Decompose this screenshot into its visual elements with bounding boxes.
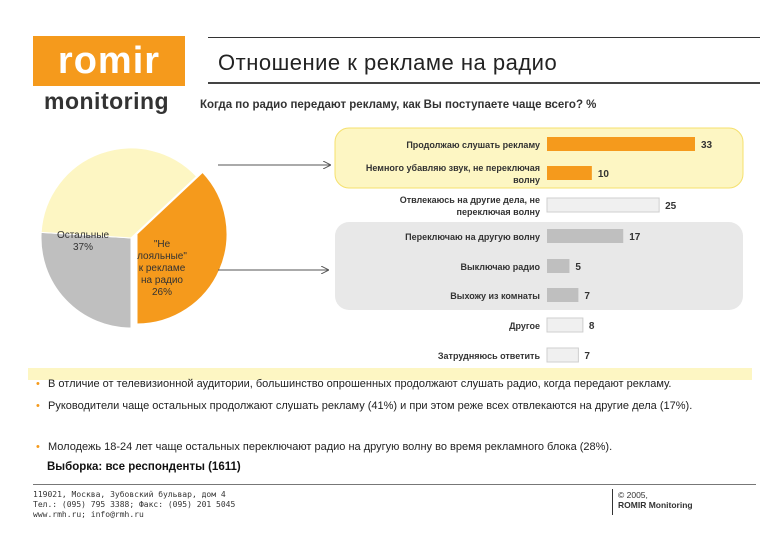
bar-category-label: Выключаю радио xyxy=(460,262,540,272)
bullet-text: В отличие от телевизионной аудитории, большинство опрошенных продолжают слушать радио, когда передают рекламу. xyxy=(48,378,672,390)
bar-category-label: Немного убавляю звук, не переключая волну xyxy=(365,163,540,185)
bullet-marker: • xyxy=(36,378,40,390)
bar-value-label: 17 xyxy=(629,232,641,243)
footer-address-line: 119021, Москва, Зубовский бульвар, дом 4 xyxy=(33,490,226,499)
bullet-marker: • xyxy=(36,400,40,412)
footer-copyright-line: © 2005, xyxy=(618,490,648,500)
bar xyxy=(547,348,578,362)
bullet-text: Руководители чаще остальных продолжают слушать рекламу (41%) и при этом реже всех отвлекаются на другие дела (17%). xyxy=(48,400,693,412)
bar-value-label: 7 xyxy=(584,351,590,362)
bar xyxy=(547,198,659,212)
pie-slice-label: "Не лояльные" к рекламе на радио 26% xyxy=(137,239,187,298)
bar-category-label: Выхожу из комнаты xyxy=(450,291,540,301)
bar xyxy=(547,166,592,180)
bar xyxy=(547,229,623,243)
bar-value-label: 7 xyxy=(584,291,590,302)
bar-category-label: Переключаю на другую волну xyxy=(405,232,540,242)
footer-copyright xyxy=(618,490,693,510)
bar xyxy=(547,288,578,302)
bullet-item xyxy=(36,440,754,454)
bar-category-label: Отвлекаюсь на другие дела, не переключая волну xyxy=(399,195,540,217)
bullet-item xyxy=(36,377,754,391)
bullet-marker: • xyxy=(36,441,40,453)
footer-address-line: www.rmh.ru; info@rmh.ru xyxy=(33,510,144,519)
logo-subtitle: monitoring xyxy=(44,88,170,114)
sample-note: Выборка: все респонденты (1611) xyxy=(47,461,241,473)
bar-category-label: Продолжаю слушать рекламу xyxy=(406,140,540,150)
bar-value-label: 8 xyxy=(588,321,595,332)
bar-value-label: 10 xyxy=(597,169,609,180)
footer-copyright-line: ROMIR Monitoring xyxy=(618,500,693,510)
footer-address-line: Тел.: (095) 795 3388; Факс: (095) 201 5045 xyxy=(33,500,236,509)
slide-title: Отношение к рекламе на радио xyxy=(218,50,558,75)
footer-rule xyxy=(33,484,756,485)
bullet-text: Молодежь 18-24 лет чаще остальных переключают радио на другую волну во время рекламного блока (28%). xyxy=(48,441,613,453)
bar-category-label: Затрудняюсь ответить xyxy=(437,351,540,361)
footer-separator xyxy=(612,489,613,515)
footer-address xyxy=(33,490,235,520)
pie-chart xyxy=(41,148,227,328)
survey-question: Когда по радио передают рекламу, как Вы поступаете чаще всего? % xyxy=(200,99,597,111)
bar-value-label: 5 xyxy=(575,262,581,273)
bullet-item xyxy=(36,399,754,413)
bar xyxy=(547,318,583,332)
bar-value-label: 33 xyxy=(701,140,713,151)
bar xyxy=(547,259,569,273)
bar-category-label: Другое xyxy=(509,321,540,331)
bar xyxy=(547,137,695,151)
logo-word: romir xyxy=(57,40,161,82)
pie-slice-label: Остальные 37% xyxy=(56,230,110,253)
bar-value-label: 25 xyxy=(665,201,677,212)
